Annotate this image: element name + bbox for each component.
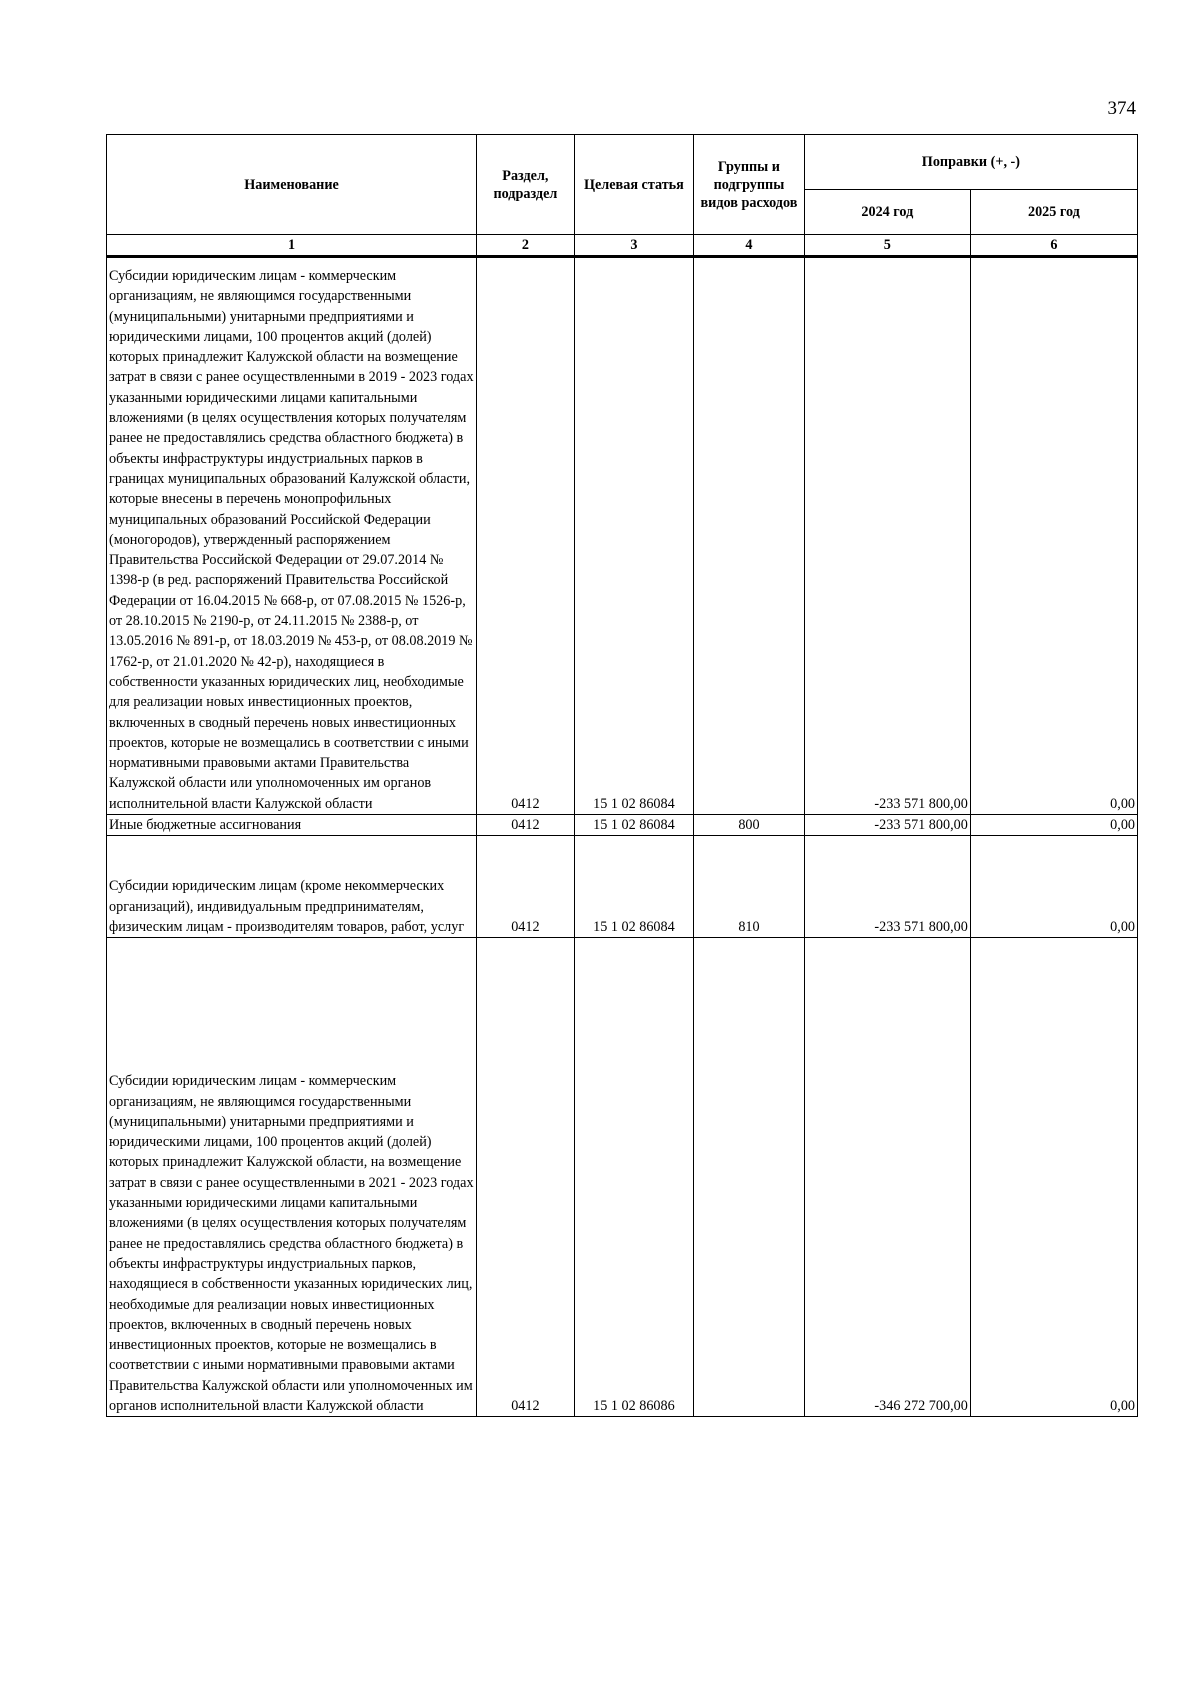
table-row	[107, 836, 1138, 938]
row-amount-2025: 0,00	[970, 257, 1137, 815]
row-name: Субсидии юридическим лицам - коммерческим организациям, не являющимся государственными (муниципальными) унитарными предприятиями и юридическими лицами, 100 процентов акций (долей) которых принадлежит Калужской области на возмещение затрат в связи с ранее осуществленными в 2019 - 2023 годах указанными юридическими лицами капитальными вложениями (в целях осуществления которых получателям ранее не предоставлялись средства областного бюджета) в объекты инфраструктуры индустриальных парков в границах муниципальных образований Калужской области, которые внесены в перечень монопрофильных муниципальных образований Российской Федерации (моногородов), утвержденный распоряжением Правительства Российской Федерации от 29.07.2014 № 1398-р (в ред. распоряжений Правительства Российской Федерации от 16.04.2015 № 668-р, от 07.08.2015 № 1526-р, от 28.10.2015 № 2190-р, от 24.11.2015 № 2388-р, от 13.05.2016 № 891-р, от 18.03.2019 № 453-р, от 08.08.2019 № 1762-р, от 21.01.2020 № 42-р), находящиеся в собственности указанных юридических лиц, необходимые для реализации новых инвестиционных проектов, включенных в сводный перечень новых инвестиционных проектов, которые не возмещались в соответствии с иными нормативными правовыми актами Правительства Калужской области или уполномоченных им органов исполнительной власти Калужской области	[107, 257, 477, 815]
header-article: Целевая статья	[574, 135, 693, 235]
table-row	[107, 815, 1138, 836]
row-name: Иные бюджетные ассигнования	[107, 815, 477, 836]
row-amount-2025: 0,00	[970, 815, 1137, 836]
column-number: 6	[970, 235, 1137, 257]
column-number: 4	[694, 235, 805, 257]
header-year-2024: 2024 год	[804, 190, 970, 235]
budget-amendments-table	[106, 134, 1138, 1417]
row-article: 15 1 02 86086	[574, 938, 693, 1417]
row-amount-2025: 0,00	[970, 836, 1137, 938]
column-number: 2	[477, 235, 575, 257]
row-group: 800	[694, 815, 805, 836]
table-header	[107, 135, 1138, 257]
row-amount-2025: 0,00	[970, 938, 1137, 1417]
column-number: 5	[804, 235, 970, 257]
row-section: 0412	[477, 836, 575, 938]
column-numbers-row	[107, 235, 1138, 257]
header-groups: Группы и подгруппы видов расходов	[694, 135, 805, 235]
header-section: Раздел, подраздел	[477, 135, 575, 235]
row-group	[694, 257, 805, 815]
row-amount-2024: -346 272 700,00	[804, 938, 970, 1417]
row-name: Субсидии юридическим лицам - коммерческим организациям, не являющимся государственными (муниципальными) унитарными предприятиями и юридическими лицами, 100 процентов акций (долей) которых принадлежит Калужской области, на возмещение затрат в связи с ранее осуществленными в 2021 - 2023 годах указанными юридическими лицами капитальными вложениями (в целях осуществления которых получателям ранее не предоставлялись средства областного бюджета) в объекты инфраструктуры индустриальных парков, находящиеся в собственности указанных юридических лиц, необходимые для реализации новых инвестиционных проектов, включенных в сводный перечень новых инвестиционных проектов, которые не возмещались в соответствии с иными нормативными правовыми актами Правительства Калужской области или уполномоченных им органов исполнительной власти Калужской области	[107, 938, 477, 1417]
row-name: Субсидии юридическим лицам (кроме некоммерческих организаций), индивидуальным предпринимателям, физическим лицам - производителям товаров, работ, услуг	[107, 836, 477, 938]
row-amount-2024: -233 571 800,00	[804, 815, 970, 836]
row-section: 0412	[477, 815, 575, 836]
header-year-2025: 2025 год	[970, 190, 1137, 235]
row-amount-2024: -233 571 800,00	[804, 257, 970, 815]
row-group	[694, 938, 805, 1417]
header-amendments: Поправки (+, -)	[804, 135, 1137, 190]
row-group: 810	[694, 836, 805, 938]
row-article: 15 1 02 86084	[574, 836, 693, 938]
table-row	[107, 257, 1138, 815]
table-row	[107, 938, 1138, 1417]
column-number: 1	[107, 235, 477, 257]
row-article: 15 1 02 86084	[574, 815, 693, 836]
page-number: 374	[1107, 98, 1136, 119]
row-section: 0412	[477, 938, 575, 1417]
row-article: 15 1 02 86084	[574, 257, 693, 815]
row-amount-2024: -233 571 800,00	[804, 836, 970, 938]
row-section: 0412	[477, 257, 575, 815]
header-name: Наименование	[107, 135, 477, 235]
column-number: 3	[574, 235, 693, 257]
